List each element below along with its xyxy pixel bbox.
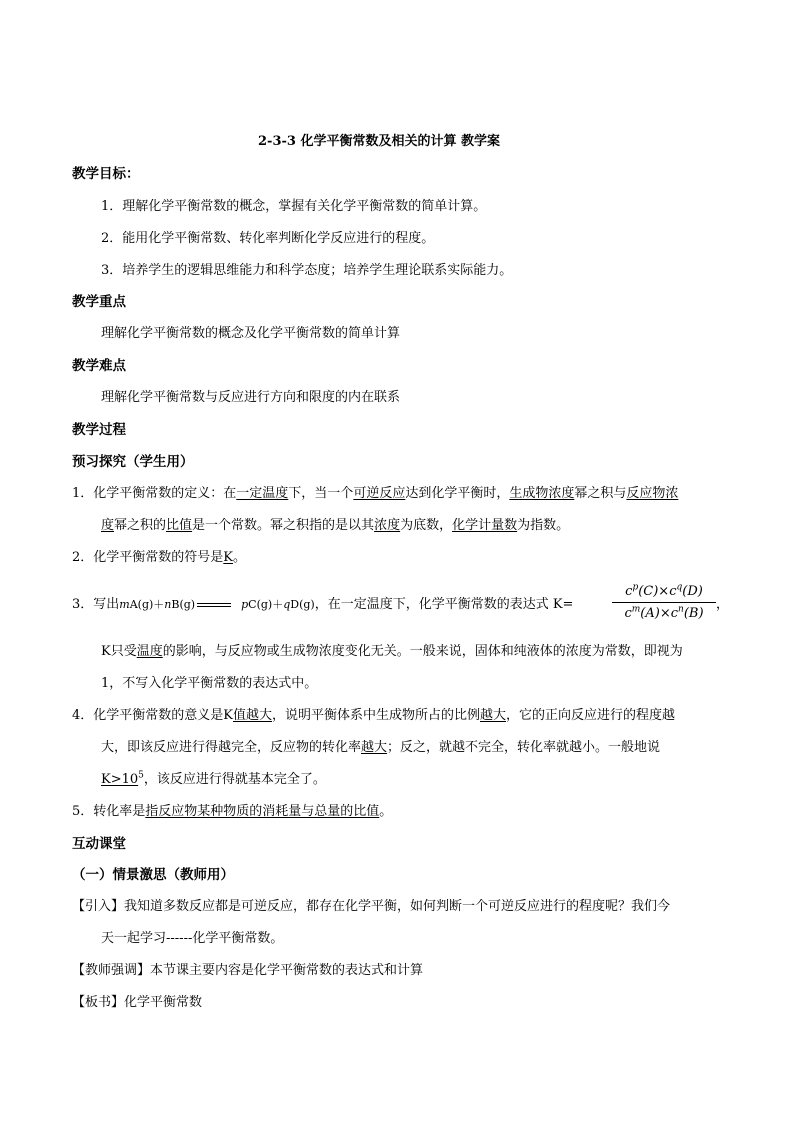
text: 幂之积的 (114, 518, 167, 533)
answer-blank: 化学计量数 (452, 518, 518, 533)
intro-line-1: 【引入】我知道多数反应都是可逆反应，都存在化学平衡，如何判断一个可逆反应进行的程度呢？我们今 (72, 899, 671, 914)
preview-item-3-line-2 (101, 643, 683, 661)
answer-blank: 指反应物某种物质的消耗量与总量的比值 (145, 804, 380, 819)
difficulty-heading: 教学难点 (72, 358, 126, 374)
text: 为指数。 (517, 518, 570, 533)
text: 为底数， (400, 518, 453, 533)
text: 。 (233, 550, 247, 565)
answer-blank: 生成物浓度 (509, 486, 575, 501)
text: 4．化学平衡常数的意义是K (72, 708, 233, 723)
intro-line-2: 天一起学习------化学平衡常数。 (101, 931, 284, 946)
coef-q: q (283, 598, 291, 611)
text: 幂之积与 (574, 486, 627, 501)
fraction-numerator: $c^p(C)\times c^q(D)$ (625, 582, 703, 599)
coef-m: m (119, 598, 130, 611)
text: 1．化学平衡常数的定义：在 (72, 486, 237, 501)
objectives-heading: 教学目标： (72, 166, 140, 182)
preview-item-1-line-2 (101, 517, 569, 535)
page-title: 2-3-3 化学平衡常数及相关的计算 教学案 (258, 134, 500, 149)
teacher-emphasis: 【教师强调】本节课主要内容是化学平衡常数的表达式和计算 (72, 963, 424, 978)
answer-blank: 温度 (136, 644, 163, 659)
text: 达到化学平衡时， (405, 486, 510, 501)
board-note: 【板书】化学平衡常数 (72, 995, 203, 1010)
answer-blank: 值越大 (232, 708, 272, 723)
difficulty-text: 理解化学平衡常数与反应进行方向和限度的内在联系 (101, 390, 401, 405)
text: ；反之，就越不完全，转化率就越小。一般地说 (387, 740, 661, 755)
text: ，该反应进行得就基本完全了。 (143, 772, 326, 787)
preview-item-3-line-1 (72, 596, 573, 614)
preview-item-5 (72, 803, 392, 821)
text: 2．化学平衡常数的符号是 (72, 550, 224, 565)
species-c: C(g)＋ (248, 598, 284, 611)
answer-blank: 度 (101, 518, 115, 533)
preview-item-2 (72, 549, 246, 567)
key-point-text: 理解化学平衡常数的概念及化学平衡常数的简单计算 (101, 326, 401, 341)
text: 5．转化率是 (72, 804, 146, 819)
answer-blank: 可逆反应 (353, 486, 406, 501)
interactive-heading: 互动课堂 (72, 836, 126, 852)
text: 是一个常数。幂之积指的是以其 (192, 518, 375, 533)
objective-item-1: 1．理解化学平衡常数的概念，掌握有关化学平衡常数的简单计算。 (101, 199, 487, 214)
objective-item-2: 2．能用化学平衡常数、转化率判断化学反应进行的程度。 (101, 231, 435, 246)
text: 的影响，与反应物或生成物浓度变化无关。一般来说，固体和纯液体的浓度为常数，即视为 (162, 644, 683, 659)
interactive-sub-heading: （一）情景激思（教师用） (72, 867, 234, 883)
objective-item-3: 3．培养学生的逻辑思维能力和科学态度；培养学生理论联系实际能力。 (101, 263, 513, 278)
answer-blank: K>10 (101, 772, 139, 787)
answer-blank: 越大 (480, 708, 507, 723)
fraction-denominator: $c^m(A)\times c^n(B)$ (624, 604, 704, 621)
answer-blank: K (223, 550, 233, 565)
answer-blank: 越大 (361, 740, 388, 755)
text: 3．写出 (72, 597, 120, 612)
answer-blank: 一定温度 (236, 486, 289, 501)
text: ，说明平衡体系中生成物所占的比例 (272, 708, 481, 723)
text: 下，当一个 (288, 486, 354, 501)
species-b: B(g) (171, 598, 196, 611)
exponent: 5 (138, 770, 144, 781)
species-d: D(g) (290, 598, 315, 611)
text: 大，即该反应进行得越完全，反应物的转化率 (101, 740, 362, 755)
text: K只受 (101, 644, 137, 659)
equilibrium-constant-fraction (612, 582, 716, 623)
answer-blank: 浓度 (374, 518, 401, 533)
text: ，它的正向反应进行的程度越 (506, 708, 676, 723)
preview-item-3-line-3: 1，不写入化学平衡常数的表达式中。 (101, 676, 318, 691)
species-a: A(g)＋ (129, 598, 165, 611)
coef-n: n (164, 598, 172, 611)
equilibrium-arrow-icon (197, 601, 231, 609)
answer-blank: 比值 (166, 518, 193, 533)
text: ，在一定温度下，化学平衡常数的表达式 K= (314, 597, 574, 612)
text: 。 (379, 804, 393, 819)
coef-p: p (241, 598, 249, 611)
fraction-bar (612, 602, 716, 603)
key-point-heading: 教学重点 (72, 294, 126, 310)
preview-heading: 预习探究（学生用） (72, 454, 194, 470)
comma: ， (716, 597, 730, 612)
process-heading: 教学过程 (72, 422, 126, 438)
preview-item-4-line-3 (101, 771, 326, 789)
preview-item-1-line-1 (72, 485, 678, 503)
preview-item-4-line-1 (72, 707, 675, 725)
answer-blank: 反应物浓 (626, 486, 679, 501)
preview-item-4-line-2 (101, 739, 660, 757)
